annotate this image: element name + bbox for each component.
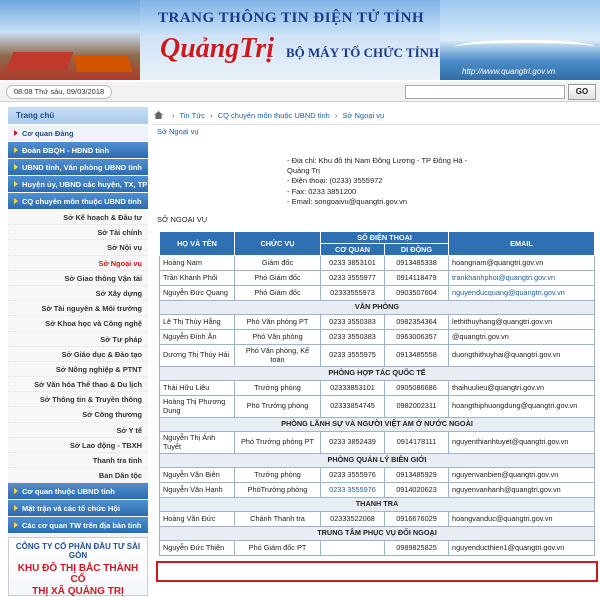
main-content	[152, 107, 600, 596]
sidebar-subitem[interactable]: Sở Kế hoạch & Đầu tư	[8, 210, 148, 225]
sidebar-subitem[interactable]: Sở Khoa học và Công nghệ	[8, 316, 148, 331]
header-email: EMAIL	[449, 232, 595, 256]
cell-email: hoangvanduc@quangtri.gov.vn	[449, 512, 595, 527]
search-input[interactable]	[405, 85, 565, 99]
cell-mobile-phone: 0905086686	[385, 381, 449, 396]
sidebar-item[interactable]	[8, 500, 148, 517]
sidebar-subitem[interactable]: Sở Văn hóa Thể thao & Du lịch	[8, 377, 148, 392]
bullet-arrow-icon	[14, 522, 18, 528]
sidebar-item[interactable]	[8, 142, 148, 159]
section-title: SỞ NGOẠI VỤ	[157, 215, 208, 224]
bullet-arrow-icon	[14, 147, 18, 153]
cell-office-phone: 0233 3555977	[321, 271, 385, 286]
cell-position: PhóTrưởng phòng	[235, 483, 321, 498]
cell-mobile-phone: 0963006357	[385, 330, 449, 345]
sidebar-item[interactable]	[8, 193, 148, 210]
brand-logo-text[interactable]: QuảngTrị	[160, 33, 275, 64]
sidebar-subitem[interactable]: Sở Giao thông Vận tải	[8, 271, 148, 286]
sidebar-item[interactable]	[8, 176, 148, 193]
sidebar-item-label: Đoàn ĐBQH - HĐND tỉnh	[22, 146, 110, 155]
table-row	[160, 541, 595, 556]
group-title: PHÒNG HỢP TÁC QUỐC TẾ	[160, 367, 595, 381]
banner-url: http://www.quangtri.gov.vn	[462, 67, 556, 76]
sidebar-home-link[interactable]: Trang chủ	[8, 107, 148, 125]
cell-position: Phó Giám đốc	[235, 271, 321, 286]
cell-email: @quangtri.gov.vn	[449, 330, 595, 345]
sidebar-advertisement[interactable]	[8, 537, 148, 596]
table-row	[160, 468, 595, 483]
sidebar-item[interactable]	[8, 483, 148, 500]
cell-name: Hoàng Văn Đức	[160, 512, 235, 527]
cell-office-phone	[321, 541, 385, 556]
cell-mobile-phone: 0914118479	[385, 271, 449, 286]
cell-email: hoangthiphuongdung@quangtri.gov.vn	[449, 396, 595, 418]
cell-position: Phó Giám đốc PT	[235, 541, 321, 556]
home-icon[interactable]	[154, 111, 163, 119]
table-group-row	[160, 367, 595, 381]
group-title: VĂN PHÒNG	[160, 301, 595, 315]
sidebar-item-label: Cơ quan thuộc UBND tỉnh	[22, 487, 115, 497]
header-phone: SỐ ĐIỆN THOẠI	[321, 232, 449, 244]
staff-directory-table	[159, 231, 595, 556]
cell-position: Trưởng phòng	[235, 468, 321, 483]
cell-office-phone[interactable]: 0233 3555976	[321, 483, 385, 498]
table-row	[160, 256, 595, 271]
cell-position: Giám đốc	[235, 256, 321, 271]
cell-office-phone: 02333853101	[321, 381, 385, 396]
contact-address-block	[287, 156, 467, 207]
address-line: Quảng Trị	[287, 166, 320, 176]
table-group-row	[160, 454, 595, 468]
sidebar-subitem[interactable]: Sở Tài nguyên & Môi trường	[8, 301, 148, 316]
page-heading: Sở Ngoại vụ	[157, 127, 199, 136]
sidebar-item-label: Mặt trận và các tổ chức Hội	[22, 504, 120, 514]
breadcrumb-item-news[interactable]: Tin Tức	[179, 111, 205, 120]
cell-email: lethithuyhang@quangtri.gov.vn	[449, 315, 595, 330]
bullet-arrow-icon	[14, 181, 18, 187]
table-row	[160, 315, 595, 330]
sidebar-subitem[interactable]: Sở Y tế	[8, 423, 148, 438]
sidebar-subitem[interactable]: Sở Nội vụ	[8, 240, 148, 255]
sidebar-subitem[interactable]: Sở Nông nghiệp & PTNT	[8, 362, 148, 377]
cell-name: Nguyễn Đình Ân	[160, 330, 235, 345]
sidebar-subitem[interactable]: Sở Giáo dục & Đào tạo	[8, 347, 148, 362]
group-title: PHÒNG LÃNH SỰ VÀ NGƯỜI VIỆT AM Ở NƯỚC NGOÀI	[160, 418, 595, 432]
breadcrumb-separator: ›	[210, 111, 213, 120]
sidebar-subitem[interactable]: Sở Tư pháp	[8, 332, 148, 347]
cell-mobile-phone: 0982002311	[385, 396, 449, 418]
table-row	[160, 381, 595, 396]
cell-mobile-phone: 0916676029	[385, 512, 449, 527]
table-row	[160, 286, 595, 301]
sidebar-item-label: Cơ quan Đảng	[22, 129, 74, 138]
sidebar-item-label: Các cơ quan TW trên địa bàn tỉnh	[22, 521, 142, 531]
sidebar-subitem[interactable]: Sở Xây dựng	[8, 286, 148, 301]
cell-office-phone: 0233 3555975	[321, 345, 385, 367]
cell-email: nguyenducthien1@quangtri.gov.vn	[449, 541, 595, 556]
cell-office-phone: 0233 3550383	[321, 315, 385, 330]
sidebar-item[interactable]	[8, 517, 148, 534]
address-line: - Địa chỉ: Khu đô thị Nam Đông Lương - TP Đông Hà -	[287, 156, 468, 165]
cell-position: Chánh Thanh tra	[235, 512, 321, 527]
cell-office-phone: 0233 3852439	[321, 432, 385, 454]
cell-position: Phó Văn phòng	[235, 330, 321, 345]
cell-mobile-phone: 0982354364	[385, 315, 449, 330]
table-group-row	[160, 498, 595, 512]
top-bar	[0, 82, 600, 102]
cell-email: nguyenthianhtuyet@quangtri.gov.vn	[449, 432, 595, 454]
cell-position: Phó Giám đốc	[235, 286, 321, 301]
group-title: PHÒNG QUẢN LÝ BIÊN GIỚI	[160, 454, 595, 468]
banner-roof-left	[7, 52, 74, 70]
cell-office-phone: 02333555973	[321, 286, 385, 301]
breadcrumb-item-current[interactable]: Sở Ngoại vụ	[342, 111, 385, 120]
cell-email: nguyenvanbien@quangtri.gov.vn	[449, 468, 595, 483]
table-row	[160, 330, 595, 345]
breadcrumb-separator: ›	[334, 111, 338, 120]
cell-position: Trưởng phòng	[235, 381, 321, 396]
table-row	[160, 345, 595, 367]
site-banner	[0, 0, 600, 80]
cell-office-phone: 0233 3550383	[321, 330, 385, 345]
sidebar-subitem[interactable]: Sở Lao động - TBXH	[8, 438, 148, 453]
table-group-row	[160, 418, 595, 432]
sidebar-subitem[interactable]: Sở Ngoại vụ	[8, 256, 148, 271]
sidebar-item-label: CQ chuyên môn thuộc UBND tỉnh	[22, 197, 142, 206]
cell-email[interactable]: trankhanhphoi@quangtri.gov.vn	[449, 271, 595, 286]
cell-email: thaihuulieu@quangtri.gov.vn	[449, 381, 595, 396]
cell-mobile-phone: 0913485558	[385, 345, 449, 367]
cell-position: Phó Trưởng phòng PT	[235, 432, 321, 454]
cell-email[interactable]: nguyenducquang@quangtri.gov.vn	[449, 286, 595, 301]
cell-office-phone: 02333854745	[321, 396, 385, 418]
header-mobile-phone: DI ĐỘNG	[385, 244, 449, 256]
cell-office-phone: 0233 3853101	[321, 256, 385, 271]
cell-mobile-phone: 0913485338	[385, 256, 449, 271]
cell-email: duongthithuyhai@quangtri.gov.vn	[449, 345, 595, 367]
cell-name: Nguyễn Văn Hạnh	[160, 483, 235, 498]
table-row	[160, 271, 595, 286]
bullet-arrow-icon	[14, 198, 18, 204]
header-office-phone: CƠ QUAN	[321, 244, 385, 256]
bullet-arrow-icon	[14, 164, 18, 170]
cell-name: Trần Khánh Phối	[160, 271, 235, 286]
sidebar-subitem[interactable]: Sở Công thương	[8, 407, 148, 422]
cell-position: Phó Văn phòng, Kế toán	[235, 345, 321, 367]
table-group-row	[160, 301, 595, 315]
banner-subtitle: BỘ MÁY TỔ CHỨC TỈNH	[286, 45, 440, 60]
bullet-arrow-icon	[14, 488, 18, 494]
breadcrumb-separator: ›	[172, 111, 175, 120]
sidebar-subitem[interactable]: Ban Dân tộc	[8, 468, 148, 483]
phone-line: - Điện thoại: (0233) 3555972	[287, 176, 383, 186]
cell-name: Lê Thị Thúy Hằng	[160, 315, 235, 330]
sidebar-subitem[interactable]: Thanh tra tỉnh	[8, 453, 148, 468]
cell-email: nguyenvanhanh@quangtri.gov.vn	[449, 483, 595, 498]
sidebar-item[interactable]	[8, 125, 148, 142]
cell-office-phone: 02333522068	[321, 512, 385, 527]
breadcrumb-item-category[interactable]: CQ chuyên môn thuộc UBND tỉnh	[217, 111, 330, 120]
banner-bridge	[455, 40, 595, 54]
sidebar-item[interactable]	[8, 159, 148, 176]
cell-mobile-phone: 0913485929	[385, 468, 449, 483]
banner-roof-right	[73, 56, 132, 72]
breadcrumb	[152, 107, 600, 125]
search-go-button[interactable]: GO	[568, 84, 596, 100]
ad-line-1: CÔNG TY CỔ PHẦN ĐẦU TƯ SÀI GÒN	[15, 542, 141, 560]
cell-mobile-phone: 0914020623	[385, 483, 449, 498]
highlight-annotation-box	[156, 561, 598, 582]
cell-name: Dương Thị Thúy Hải	[160, 345, 235, 367]
cell-office-phone: 0233 3555976	[321, 468, 385, 483]
table-row	[160, 396, 595, 418]
bullet-arrow-icon	[14, 130, 18, 136]
date-display: 08:08 Thứ sáu, 09/03/2018	[6, 85, 112, 99]
sidebar-subitem[interactable]: Sở Thông tin & Truyền thông	[8, 392, 148, 407]
cell-name: Nguyễn Văn Biên	[160, 468, 235, 483]
cell-name: Nguyễn Đức Quang	[160, 286, 235, 301]
cell-position: Phó Trưởng phòng	[235, 396, 321, 418]
cell-position: Phó Văn phòng PT	[235, 315, 321, 330]
header-position: CHỨC VỤ	[235, 232, 321, 256]
header-name: HỌ VÀ TÊN	[160, 232, 235, 256]
cell-name: Nguyễn Đức Thiện	[160, 541, 235, 556]
cell-name: Hoàng Nam	[160, 256, 235, 271]
cell-mobile-phone: 0903507604	[385, 286, 449, 301]
cell-name: Thái Hữu Liêu	[160, 381, 235, 396]
sidebar-item-label: UBND tỉnh, Văn phòng UBND tỉnh	[22, 163, 142, 172]
cell-name: Nguyễn Thị Ánh Tuyết	[160, 432, 235, 454]
sidebar-subitem[interactable]: Sở Tài chính	[8, 225, 148, 240]
table-row	[160, 483, 595, 498]
cell-email: hoangnam@quangtri.gov.vn	[449, 256, 595, 271]
cell-mobile-phone: 0914178111	[385, 432, 449, 454]
cell-mobile-phone: 0989825825	[385, 541, 449, 556]
sidebar	[8, 107, 148, 596]
ad-line-2: KHU ĐÔ THỊ BẮC THÀNH CỔ	[17, 563, 139, 585]
ad-line-3: THỊ XÃ QUẢNG TRỊ	[32, 586, 124, 597]
bullet-arrow-icon	[14, 505, 18, 511]
group-title: TRUNG TÂM PHỤC VỤ ĐỐI NGOẠI	[160, 527, 595, 541]
fax-line: - Fax: 0233 3851200	[287, 186, 357, 196]
table-row	[160, 512, 595, 527]
email-line: - Email: songoaivu@quangtri.gov.vn	[287, 196, 408, 206]
group-title: THANH TRA	[160, 498, 595, 512]
site-title: TRANG THÔNG TIN ĐIỆN TỬ TỈNH	[158, 10, 425, 26]
table-row	[160, 432, 595, 454]
cell-name: Hoàng Thị Phương Dung	[160, 396, 235, 418]
sidebar-item-label: Huyện ủy, UBND các huyện, TX, TP	[22, 180, 148, 189]
table-group-row	[160, 527, 595, 541]
